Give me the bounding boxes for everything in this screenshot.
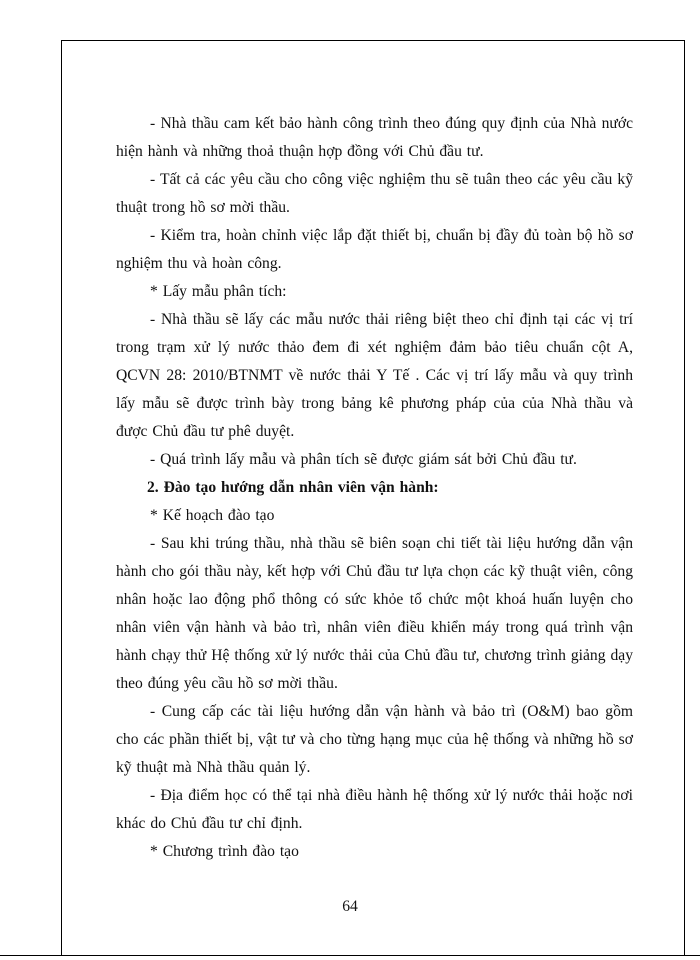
document-body (116, 110, 633, 866)
paragraph-inspection: - Kiểm tra, hoàn chỉnh việc lắp đặt thiết bị, chuẩn bị đầy đủ toàn bộ hồ sơ nghiệm thu và hoàn công. (116, 227, 633, 272)
paragraph-warranty: - Nhà thầu cam kết bảo hành công trình theo đúng quy định của Nhà nước hiện hành và những thoả thuận hợp đồng với Chủ đầu tư. (116, 115, 633, 160)
subheading-training-plan: * Kế hoạch đào tạo (150, 507, 275, 524)
paragraph-training-plan: - Sau khi trúng thầu, nhà thầu sẽ biên soạn chi tiết tài liệu hướng dẫn vận hành cho gói thầu này, kết hợp với Chủ đầu tư lựa chọn các kỹ thuật viên, công nhân hoặc lao động phổ thông có sức khỏe tổ chức một khoá huấn luyện cho nhân viên vận hành và bảo trì, nhân viên điều khiển máy trong quá trình vận hành chạy thử Hệ thống xử lý nước thải của Chủ đầu tư, chương trình giảng dạy theo đúng yêu cầu hồ sơ mời thầu. (116, 535, 633, 692)
subheading-training-program: * Chương trình đào tạo (150, 843, 299, 860)
paragraph-acceptance-requirements: - Tất cả các yêu cầu cho công việc nghiệm thu sẽ tuân theo các yêu cầu kỹ thuật trong hồ sơ mời thầu. (116, 171, 633, 216)
section-heading-training: 2. Đào tạo hướng dẫn nhân viên vận hành: (147, 479, 439, 496)
paragraph-sampling: - Nhà thầu sẽ lấy các mẫu nước thải riêng biệt theo chỉ định tại các vị trí trong trạm xử lý nước thảo đem đi xét nghiệm đảm bảo tiêu chuẩn cột A, QCVN 28: 2010/BTNMT về nước thải Y Tế . Các vị trí lấy mẫu và quy trình lấy mẫu sẽ được trình bày trong bảng kê phương pháp của của Nhà thầu và được Chủ đầu tư phê duyệt. (116, 311, 633, 440)
bottom-divider (0, 955, 700, 956)
paragraph-supervision: - Quá trình lấy mẫu và phân tích sẽ được giám sát bởi Chủ đầu tư. (150, 451, 577, 468)
paragraph-om-documents: - Cung cấp các tài liệu hướng dẫn vận hành và bảo trì (O&M) bao gồm cho các phần thiết bị, vật tư và cho từng hạng mục của hệ thống và những hồ sơ kỹ thuật mà Nhà thầu quản lý. (116, 703, 633, 776)
paragraph-training-location: - Địa điểm học có thể tại nhà điều hành hệ thống xử lý nước thải hoặc nơi khác do Chủ đầu tư chỉ định. (116, 787, 633, 832)
subheading-sampling: * Lấy mẫu phân tích: (150, 283, 287, 300)
page-number: 64 (342, 898, 358, 915)
